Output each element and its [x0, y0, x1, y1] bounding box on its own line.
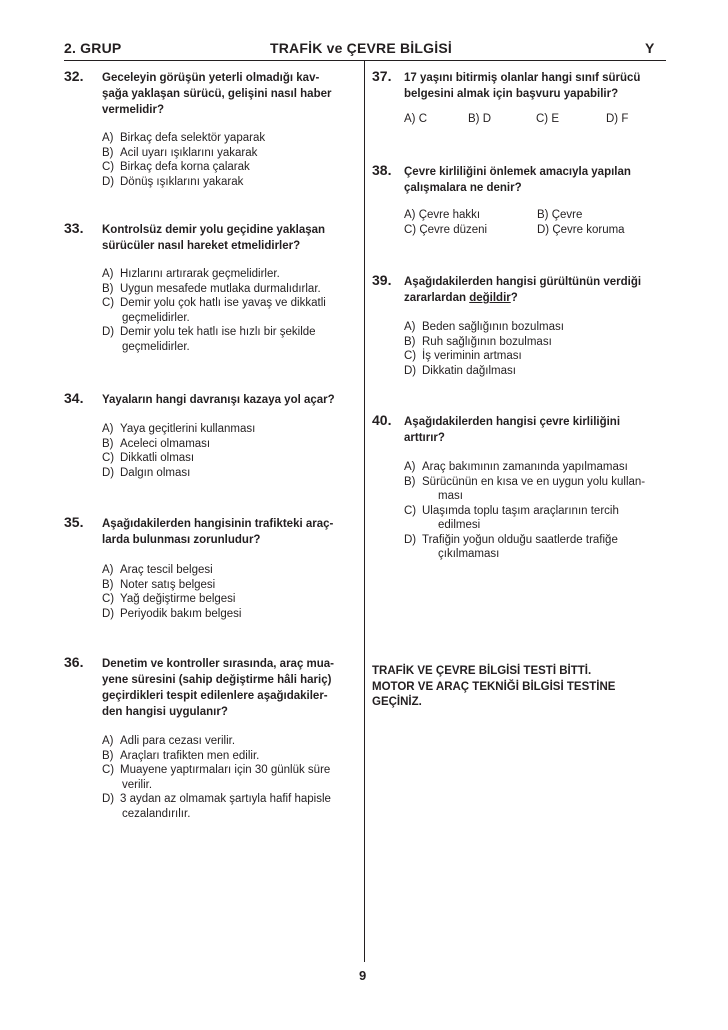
option-d[interactable]: D) 3 aydan az olmamak şartıyla hafif hapisle cezalandırılır. [102, 793, 331, 820]
option-c[interactable]: C) Dikkatli olması [102, 452, 195, 464]
question-line: Yayaların hangi davranışı kazaya yol açar? [102, 394, 335, 406]
option-d[interactable]: D) F [606, 113, 629, 125]
question-line: Aşağıdakilerden hangisi gürültünün verdiği [404, 276, 642, 288]
option-a[interactable]: A) Hızlarını artırarak geçmelidirler. [102, 268, 280, 280]
options-row [404, 112, 672, 127]
negation-word: değildir [469, 292, 511, 304]
question-38 [372, 164, 672, 237]
option-d[interactable]: D) Periyodik bakım belgesi [102, 607, 242, 620]
question-36 [64, 656, 354, 821]
options-list [102, 563, 354, 621]
test-end-note [372, 664, 615, 711]
question-line: 17 yaşını bitirmiş olanlar hangi sınıf sürücü [404, 72, 641, 84]
question-text [102, 656, 354, 720]
option-a[interactable]: A) Çevre hakkı [404, 209, 481, 221]
page-number: 9 [359, 968, 367, 983]
question-number: 40. [372, 412, 392, 428]
options-list [102, 267, 354, 354]
question-line: Aşağıdakilerden hangisinin trafikteki araç- [102, 518, 334, 530]
question-line: Aşağıdakilerden hangisi çevre kirliliğini [404, 416, 621, 428]
question-35 [64, 516, 354, 621]
question-text [102, 392, 354, 408]
option-a[interactable]: A) Adli para cezası verilir. [102, 735, 236, 747]
question-text [102, 70, 354, 118]
options-list [102, 422, 354, 480]
option-d[interactable]: D) Trafiğin yoğun olduğu saatlerde trafiğe çıkılmaması [404, 533, 618, 560]
option-c[interactable]: C) İş veriminin artması [404, 350, 522, 362]
option-b[interactable]: B) Acil uyarı ışıklarını yakarak [102, 146, 258, 159]
page-title: TRAFİK ve ÇEVRE BİLGİSİ [270, 40, 452, 56]
question-39 [372, 274, 672, 378]
option-c[interactable]: C) Yağ değiştirme belgesi [102, 593, 236, 605]
header-rule [64, 60, 666, 61]
question-37 [372, 70, 672, 127]
question-line: Geceleyin görüşün yeterli olmadığı kav- [102, 72, 320, 84]
question-line: şağa yaklaşan sürücü, gelişini nasıl haber [102, 88, 332, 100]
question-33 [64, 222, 354, 354]
question-text [102, 222, 354, 254]
options-list [102, 131, 354, 189]
question-number: 35. [64, 514, 84, 530]
option-d[interactable]: D) Dikkatin dağılması [404, 364, 516, 377]
question-line: Çevre kirliliğini önlemek amacıyla yapılan [404, 166, 631, 178]
option-a[interactable]: A) Yaya geçitlerini kullanması [102, 423, 256, 435]
question-text [102, 516, 354, 548]
option-b[interactable]: B) D [468, 113, 492, 125]
options-list [404, 320, 672, 378]
question-line: zararlardan değildir? [404, 292, 518, 304]
option-b[interactable]: B) Araçları trafikten men edilir. [102, 749, 260, 762]
question-line: geçirdikleri tespit edilenlere aşağıdakiler- [102, 690, 328, 702]
question-line: den hangisi uygulanır? [102, 706, 228, 718]
question-number: 36. [64, 654, 84, 670]
question-line: vermelidir? [102, 104, 164, 116]
option-b[interactable]: B) Uygun mesafede mutlaka durmalıdırlar. [102, 282, 321, 295]
option-b[interactable]: B) Sürücünün en kısa ve en uygun yolu kullan- ması [404, 475, 646, 502]
option-c[interactable]: C) Demir yolu çok hatlı ise yavaş ve dikkatli geçmelidirler. [102, 297, 326, 324]
question-32 [64, 70, 354, 189]
option-a[interactable]: A) Araç tescil belgesi [102, 564, 213, 576]
option-a[interactable]: A) Birkaç defa selektör yaparak [102, 132, 266, 144]
question-line: arttırır? [404, 432, 445, 444]
option-a[interactable]: A) C [404, 113, 428, 125]
question-text [404, 164, 672, 196]
option-c[interactable]: C) Birkaç defa korna çalarak [102, 161, 250, 173]
options-grid [404, 208, 672, 237]
group-label: 2. GRUP [64, 40, 122, 56]
option-d[interactable]: D) Demir yolu tek hatlı ise hızlı bir şekilde geçmelidirler. [102, 326, 316, 353]
question-line: Denetim ve kontroller sırasında, araç mua- [102, 658, 335, 670]
options-list [404, 460, 672, 562]
question-line: sürücüler nasıl hareket etmelidirler? [102, 240, 301, 252]
option-c[interactable]: C) Çevre düzeni [404, 223, 488, 236]
question-34 [64, 392, 354, 480]
option-d[interactable]: D) Çevre koruma [537, 223, 625, 236]
question-number: 34. [64, 390, 84, 406]
option-c[interactable]: C) Muayene yaptırmaları için 30 günlük süre verilir. [102, 764, 331, 791]
option-b[interactable]: B) Ruh sağlığının bozulması [404, 335, 552, 348]
option-a[interactable]: A) Beden sağlığının bozulması [404, 321, 564, 333]
question-line: belgesini almak için başvuru yapabilir? [404, 88, 619, 100]
booklet-letter: Y [645, 40, 655, 56]
option-b[interactable]: B) Çevre [537, 209, 583, 221]
question-number: 39. [372, 272, 392, 288]
question-number: 33. [64, 220, 84, 236]
question-line: Kontrolsüz demir yolu geçidine yaklaşan [102, 224, 326, 236]
end-note-line: GEÇİNİZ. [372, 696, 422, 708]
question-number: 32. [64, 68, 84, 84]
question-text [404, 70, 672, 102]
column-divider [364, 60, 365, 962]
end-note-line: MOTOR VE ARAÇ TEKNİĞİ BİLGİSİ TESTİNE [372, 680, 616, 693]
question-line: çalışmalara ne denir? [404, 182, 522, 194]
end-note-line: TRAFİK VE ÇEVRE BİLGİSİ TESTİ BİTTİ. [372, 665, 592, 677]
question-number: 37. [372, 68, 392, 84]
option-d[interactable]: D) Dönüş ışıklarını yakarak [102, 175, 244, 188]
option-c[interactable]: C) Ulaşımda toplu taşım araçlarının tercih edilmesi [404, 504, 619, 531]
options-list [102, 734, 354, 821]
question-line: larda bulunması zorunludur? [102, 534, 261, 546]
option-b[interactable]: B) Noter satış belgesi [102, 578, 216, 591]
option-c[interactable]: C) E [536, 113, 560, 125]
option-d[interactable]: D) Dalgın olması [102, 466, 191, 479]
question-text [404, 274, 672, 306]
option-a[interactable]: A) Araç bakımının zamanında yapılmaması [404, 461, 628, 473]
question-line: yene süresini (sahip değiştirme hâli hariç) [102, 674, 332, 686]
option-b[interactable]: B) Aceleci olmaması [102, 437, 211, 450]
question-number: 38. [372, 162, 392, 178]
question-text [404, 414, 672, 446]
question-40 [372, 414, 672, 562]
